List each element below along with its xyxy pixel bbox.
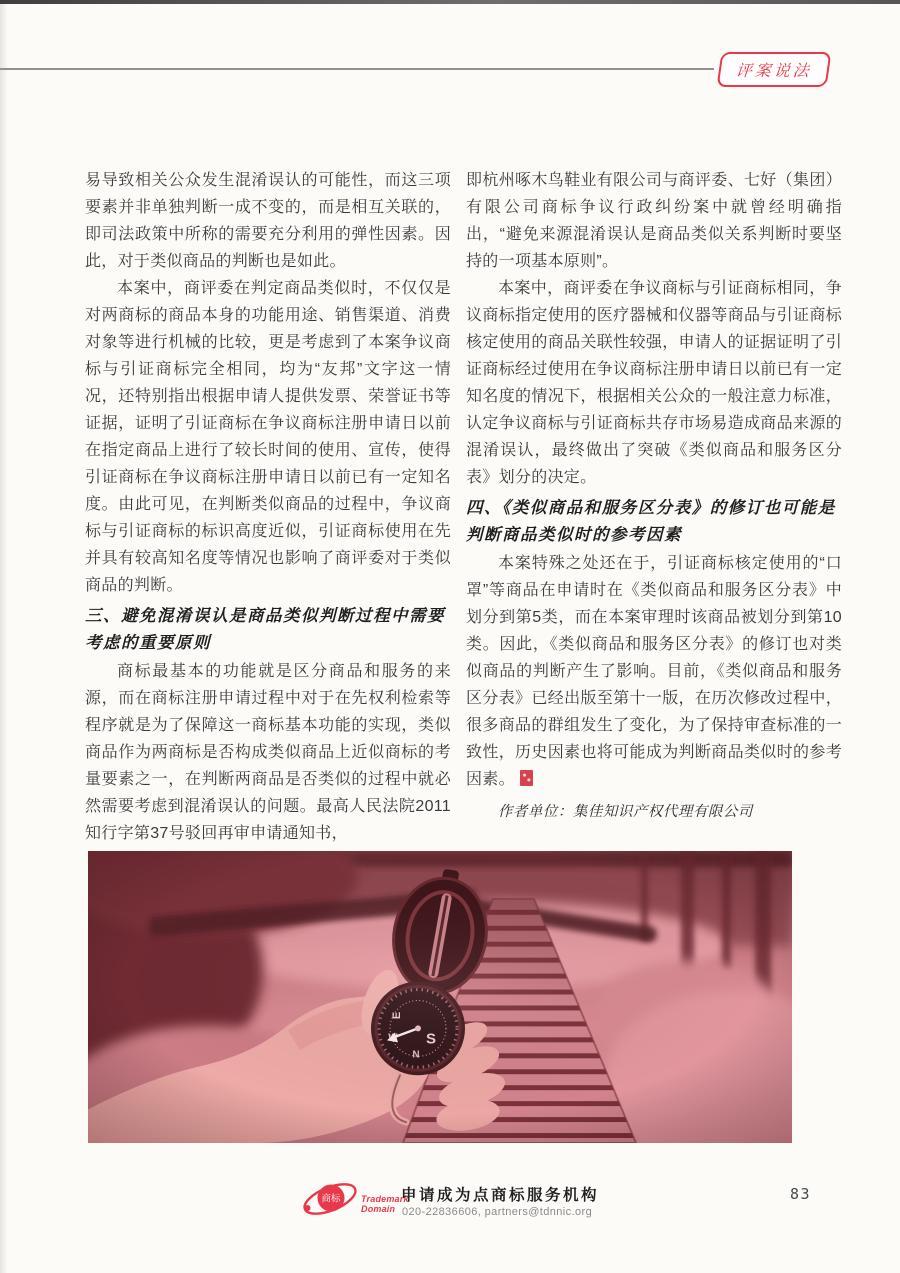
compass-boardwalk-photo	[88, 851, 792, 1143]
section-tag-box	[717, 52, 832, 87]
paragraph	[466, 550, 842, 793]
logo-en-line2: Domain	[361, 1204, 396, 1214]
end-seal-icon	[520, 770, 533, 786]
logo-globe-icon	[301, 1177, 359, 1225]
paragraph: 本案中，商评委在判定商品类似时，不仅仅是对两商标的商品本身的功能用途、销售渠道、消费对象等进行机械的比较，更是考虑到了本案争议商标与引证商标完全相同，均为“友邦”文字这一情况，还特别指出根据申请人提供发票、荣誉证书等证据，证明了引证商标在争议商标注册申请日以前在指定商品上进行了较长时间的使用、宣传，使得引证商标在争议商标注册申请日以前已有一定知名度。由此可见，在判断类似商品的过程中，争议商标与引证商标的标识高度近似，引证商标使用在先并具有较高知名度等情况也影响了商评委对于类似商品的判断。	[85, 280, 451, 594]
header-rule	[0, 68, 714, 70]
paragraph-text: 本案特殊之处还在于，引证商标核定使用的“口罩”等商品在申请时在《类似商品和服务区分表》中划分到第5类，而在本案审理时该商品被划分到第10类。因此，《类似商品和服务区分表》的修订也对类似商品的判断产生了影响。目前，《类似商品和服务区分表》已经出版至第十一版，在历次修改过程中，很多商品的群组发生了变化，为了保持审查标准的一致性，历史因素也将可能成为判断商品类似时的参考因素。	[466, 555, 842, 788]
paragraph: 即杭州啄木鸟鞋业有限公司与商评委、七好（集团）有限公司商标争议行政纠纷案中就曾经明确指出，“避免来源混淆误认是商品类似关系判断时要坚持的一项基本原则”。	[466, 172, 842, 270]
paragraph: 易导致相关公众发生混淆误认的可能性，而这三项要素并非单独判断一成不变的，而是相互关联的，即司法政策中所称的需要充分利用的弹性因素。因此，对于类似商品的判断也是如此。	[85, 172, 451, 270]
scan-left-shadow	[0, 4, 8, 1273]
section-heading-three: 三、避免混淆误认是商品类似判断过程中需要考虑的重要原则	[85, 606, 445, 652]
logo-zh-label: 商标	[321, 1193, 341, 1205]
page-number: 83	[790, 1185, 812, 1203]
paragraph: 商标最基本的功能就是区分商品和服务的来源，而在商标注册申请过程中对于在先权利检索等程序就是为了保障这一商标基本功能的实现，类似商品作为两商标是否构成类似商品上近似商标的考量要素之一，在判断两商品是否类似的过程中就必然需要考虑到混淆误认的问题。最高人民法院2011知行字第37号驳回再审申请通知书，	[85, 663, 451, 842]
section-tag-label: 评案说法	[735, 63, 813, 80]
section-heading-four: 四、《类似商品和服务区分表》的修订也可能是判断商品类似时的参考因素	[466, 498, 836, 544]
footer-contact: 020-22836606, partners@tdnnic.org	[402, 1206, 593, 1218]
footer-slogan: 申请成为点商标服务机构	[401, 1187, 600, 1204]
paragraph: 本案中，商评委在争议商标与引证商标相同，争议商标指定使用的医疗器械和仪器等商品与引证商标核定使用的商品关联性较强，申请人的证据证明了引证商标经过使用在争议商标注册申请日以前已有一定知名度的情况下，根据相关公众的一般注意力标准，认定争议商标与引证商标共存市场易造成商品来源的混淆误认，最终做出了突破《类似商品和服务区分表》划分的决定。	[466, 280, 842, 486]
logo-en-line1: Trademark	[361, 1194, 409, 1204]
left-column	[85, 167, 451, 847]
author-line: 作者单位：集佳知识产权代理有限公司	[497, 804, 753, 820]
scan-top-edge	[0, 0, 900, 4]
right-column	[466, 167, 842, 826]
